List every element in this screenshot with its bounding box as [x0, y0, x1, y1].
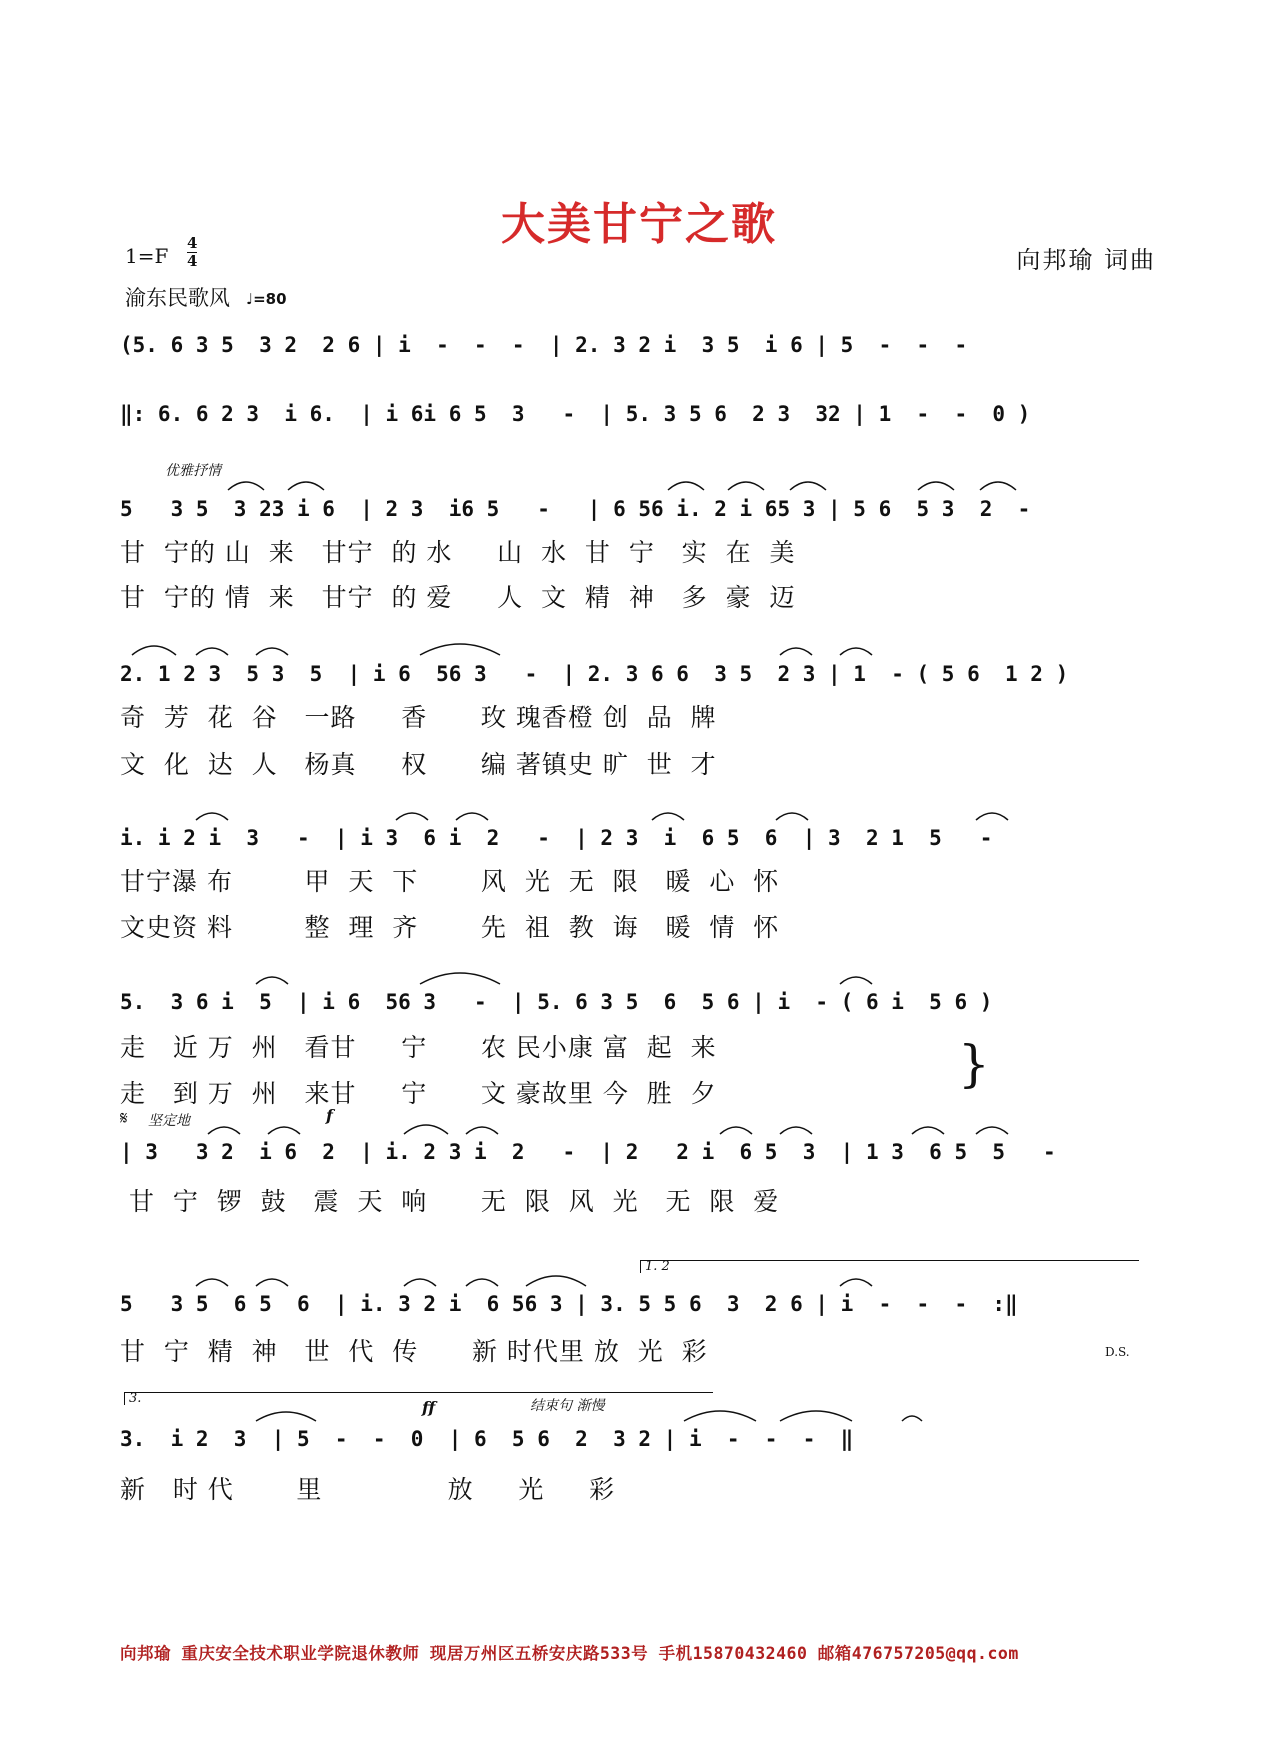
ending-phrase-marking: 结束句 渐慢	[530, 1398, 605, 1414]
score-row-7-lyrics-1: 甘 宁 锣 鼓 震 天 响 无 限 风 光 无 限 爱	[120, 1187, 780, 1216]
score-row-5-lyrics-1: 甘宁瀑 布 甲 天 下 风 光 无 限 暖 心 怀	[120, 867, 780, 896]
author-contact-footer: 向邦瑜 重庆安全技术职业学院退休教师 现居万州区五桥安庆路533号 手机15870432460 邮箱476757205@qq.com	[120, 1644, 1019, 1663]
score-row-4-notes: 2. 1 2 3 5 3 5 | i 6 56 3 - | 2. 3 6 6 3 5 2 3 | 1 - ( 5 6 1 2 )	[120, 662, 1069, 686]
time-sig-bottom: 4	[187, 252, 198, 270]
style-marking: 渝东民歌风	[125, 286, 230, 310]
expression-marking: 优雅抒情	[165, 463, 221, 479]
dynamic-f: f	[326, 1106, 333, 1125]
score-row-4-lyrics-2: 文 化 达 人 杨真 权 编 著镇史 旷 世 才	[120, 750, 717, 779]
repeat-brace: }	[958, 1035, 990, 1093]
score-row-6-lyrics-1: 走 近 万 州 看甘 宁 农 民小康 富 起 来	[120, 1033, 717, 1062]
score-row-8-notes: 5 3 5 6 5 6 | i. 3 2 i 6 56 3 | 3. 5 5 6 3 2 6 | i - - - :‖	[120, 1292, 1018, 1316]
score-row-8-lyrics-1: 甘 宁 精 神 世 代 传 新 时代里 放 光 彩	[120, 1337, 708, 1366]
score-row-3-lyrics-2: 甘 宁的 情 来 甘宁 的 爱 人 文 精 神 多 豪 迈	[120, 583, 796, 612]
score-row-5-lyrics-2: 文史资 料 整 理 齐 先 祖 教 诲 暖 情 怀	[120, 913, 780, 942]
volta-1-2-label: 1. 2	[645, 1259, 670, 1274]
score-row-6-lyrics-2: 走 到 万 州 来甘 宁 文 豪故里 今 胜 夕	[120, 1079, 717, 1108]
tempo-marking: ♩=80	[246, 290, 287, 308]
score-row-6-notes: 5. 3 6 i 5 | i 6 56 3 - | 5. 6 3 5 6 5 6 | i - ( 6 i 5 6 )	[120, 990, 993, 1014]
song-title: 大美甘宁之歌	[501, 199, 777, 250]
score-row-4-lyrics-1: 奇 芳 花 谷 一路 香 玫 瑰香橙 创 品 牌	[120, 703, 717, 732]
segno-sign: 𝄋	[120, 1108, 128, 1129]
score-row-3-notes: 5 3 5 3 23 i 6 | 2 3 i6 5 - | 6 56 i. 2 i 65 3 | 5 6 5 3 2 -	[120, 497, 1031, 521]
score-row-1-notes: (5. 6 3 5 3 2 2 6 | i - - - | 2. 3 2 i 3 5 i 6 | 5 - - -	[120, 333, 968, 357]
score-row-9-notes: 3. i 2 3 | 5 - - 0 | 6 5 6 2 3 2 | i - - - ‖	[120, 1427, 854, 1451]
time-sig-top: 4	[187, 234, 198, 252]
dynamic-ff: ff	[422, 1398, 436, 1417]
score-row-7-notes: | 3 3 2 i 6 2 | i. 2 3 i 2 - | 2 2 i 6 5 3 | 1 3 6 5 5 -	[120, 1140, 1056, 1164]
score-row-5-notes: i. i 2 i 3 - | i 3 6 i 2 - | 2 3 i 6 5 6 | 3 2 1 5 -	[120, 826, 993, 850]
ds-marking: D.S.	[1105, 1345, 1130, 1359]
score-row-9-lyrics-1: 新 时 代 里 放 光 彩	[120, 1475, 616, 1504]
score-row-3-lyrics-1: 甘 宁的 山 来 甘宁 的 水 山 水 甘 宁 实 在 美	[120, 538, 796, 567]
volta-3-label: 3.	[129, 1391, 142, 1406]
expression-marking-2: 坚定地	[148, 1113, 190, 1129]
score-row-2-notes: ‖: 6. 6 2 3 i 6. | i 6i 6 5 3 - | 5. 3 5 6 2 3 32 | 1 - - 0 )	[120, 402, 1031, 426]
author-credit: 向邦瑜 词曲	[1016, 246, 1156, 274]
key-signature: 1=F	[125, 244, 169, 268]
